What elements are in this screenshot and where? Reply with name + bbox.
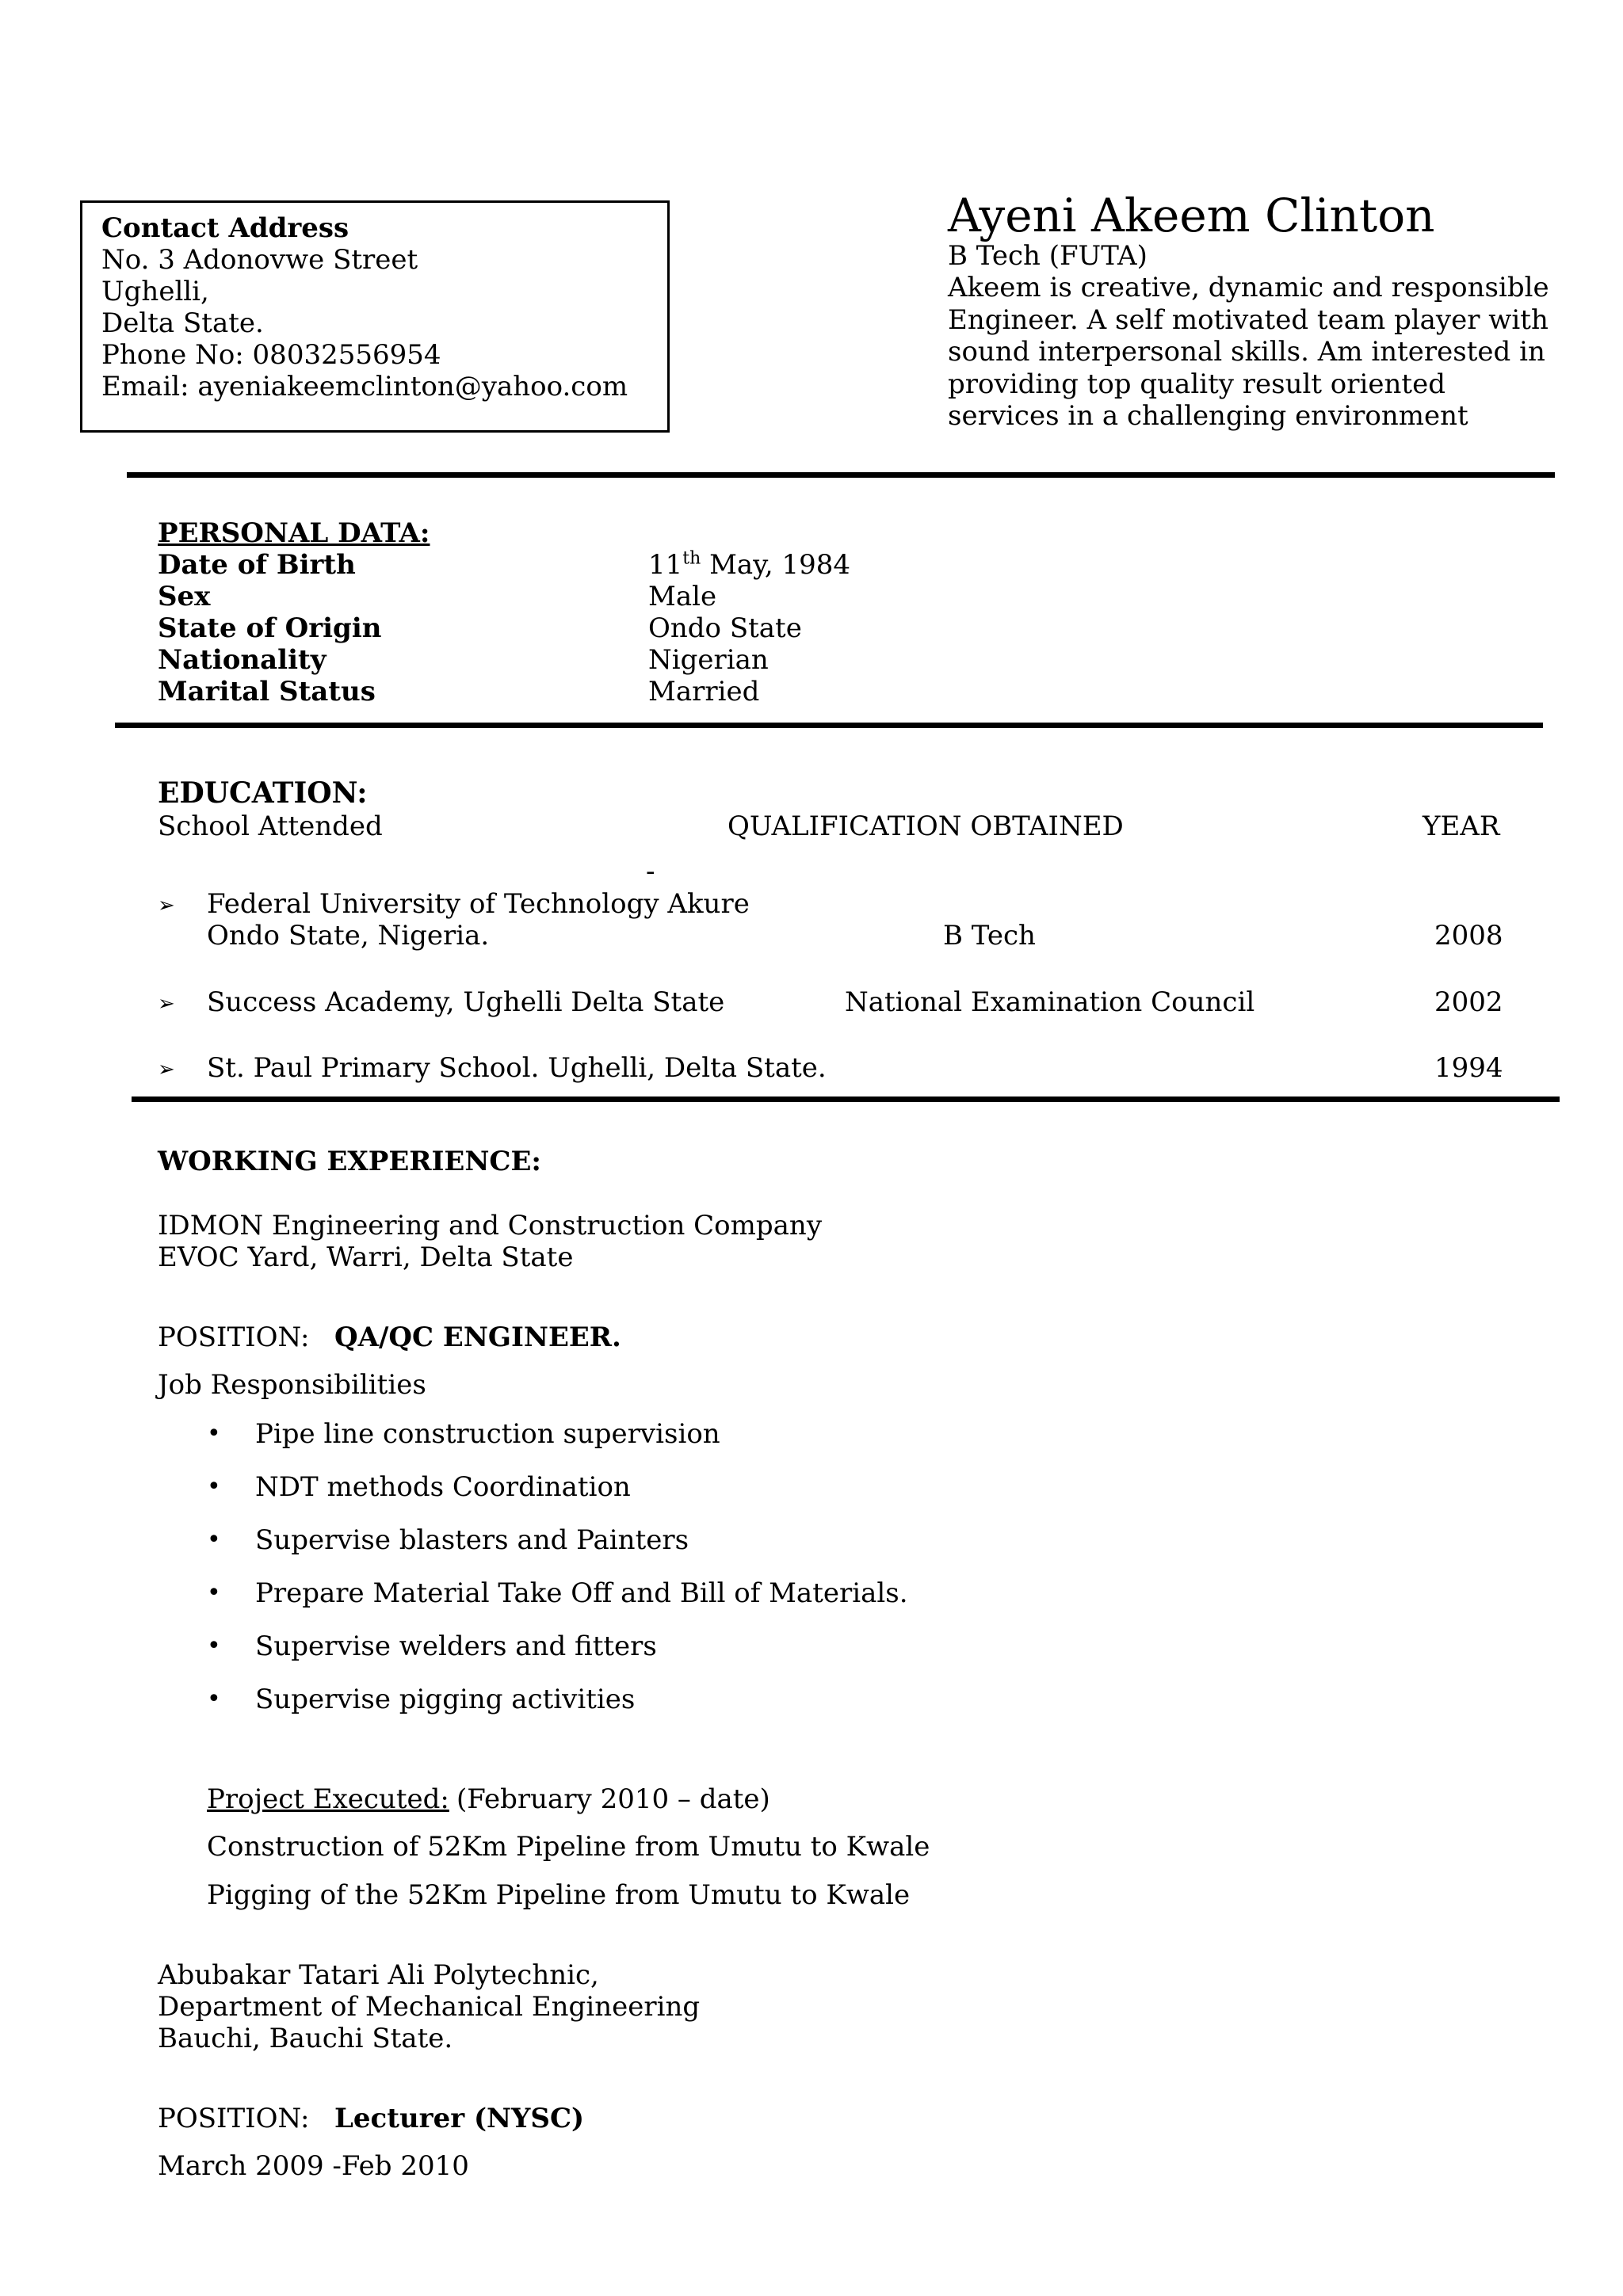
contact-email: Email: ayeniakeemclinton@yahoo.com — [101, 371, 628, 402]
responsibility-item: Supervise welders and fitters — [255, 1630, 657, 1662]
education-school-3: St. Paul Primary School. Ughelli, Delta State. — [207, 1052, 827, 1084]
project-period: (February 2010 – date) — [456, 1783, 770, 1815]
bullet-icon: • — [207, 1579, 221, 1607]
arrow-bullet-icon: ➢ — [158, 894, 175, 917]
education-school-1: Federal University of Technology Akure — [207, 888, 750, 920]
contact-town: Ughelli, — [101, 276, 209, 307]
personal-value-origin: Ondo State — [648, 612, 802, 644]
summary-line: sound interpersonal skills. Am interested in — [948, 336, 1545, 368]
education-school-1-location: Ondo State, Nigeria. — [207, 920, 490, 952]
education-stray-dash: - — [646, 856, 655, 887]
arrow-bullet-icon: ➢ — [158, 1058, 175, 1081]
responsibility-item: Supervise blasters and Painters — [255, 1524, 689, 1556]
contact-heading: Contact Address — [101, 212, 349, 244]
summary-line: Engineer. A self motivated team player with — [948, 303, 1549, 336]
responsibility-item: Prepare Material Take Off and Bill of Materials. — [255, 1577, 908, 1609]
bullet-icon: • — [207, 1473, 221, 1501]
job2-location: Bauchi, Bauchi State. — [158, 2023, 453, 2054]
education-year-2: 2002 — [1434, 986, 1503, 1018]
summary-line: services in a challenging environment — [948, 400, 1468, 433]
header-divider — [127, 472, 1555, 478]
education-qualification-2: National Examination Council — [845, 986, 1255, 1018]
contact-phone: Phone No: 08032556954 — [101, 339, 441, 371]
candidate-degree: B Tech (FUTA) — [948, 240, 1148, 272]
education-heading: EDUCATION: — [158, 776, 368, 810]
job2-position-label: POSITION: — [158, 2103, 310, 2134]
education-year-1: 2008 — [1434, 920, 1503, 952]
experience-heading: WORKING EXPERIENCE: — [158, 1146, 541, 1177]
contact-address-box — [80, 200, 670, 433]
personal-label-sex: Sex — [158, 581, 211, 612]
contact-street: No. 3 Adonovwe Street — [101, 244, 418, 276]
candidate-summary — [948, 240, 1549, 432]
personal-value-marital: Married — [648, 676, 760, 707]
education-school-2: Success Academy, Ughelli Delta State — [207, 986, 725, 1018]
education-col-school: School Attended — [158, 810, 383, 842]
job2-position-title: Lecturer (NYSC) — [334, 2103, 585, 2134]
education-qualification-1: B Tech — [943, 920, 1036, 952]
summary-line: providing top quality result oriented — [948, 368, 1445, 400]
project-item: Pigging of the 52Km Pipeline from Umutu to Kwale — [207, 1879, 911, 1911]
bullet-icon: • — [207, 1420, 221, 1447]
education-col-qualification: QUALIFICATION OBTAINED — [727, 810, 1124, 842]
job1-location: EVOC Yard, Warri, Delta State — [158, 1241, 574, 1273]
personal-value-dob: 11th May, 1984 — [648, 548, 851, 581]
job2-period: March 2009 -Feb 2010 — [158, 2150, 469, 2182]
arrow-bullet-icon: ➢ — [158, 992, 175, 1016]
project-label: Project Executed: — [207, 1783, 449, 1815]
contact-state: Delta State. — [101, 307, 264, 339]
personal-value-nationality: Nigerian — [648, 644, 769, 676]
job1-responsibilities-label: Job Responsibilities — [158, 1369, 426, 1401]
project-item: Construction of 52Km Pipeline from Umutu to Kwale — [207, 1831, 930, 1863]
summary-line: Akeem is creative, dynamic and responsible — [948, 272, 1549, 304]
education-year-3: 1994 — [1434, 1052, 1503, 1084]
bullet-icon: • — [207, 1685, 221, 1713]
responsibility-item: NDT methods Coordination — [255, 1471, 631, 1503]
bullet-icon: • — [207, 1632, 221, 1660]
personal-label-origin: State of Origin — [158, 612, 382, 644]
job1-position-label: POSITION: — [158, 1322, 310, 1353]
education-col-year: YEAR — [1423, 810, 1500, 842]
job2-department: Department of Mechanical Engineering — [158, 1991, 701, 2023]
personal-value-sex: Male — [648, 581, 717, 612]
personal-data-heading: PERSONAL DATA: — [158, 517, 430, 549]
job1-company: IDMON Engineering and Construction Company — [158, 1210, 823, 1241]
candidate-name: Ayeni Akeem Clinton — [948, 189, 1435, 242]
personal-divider — [115, 723, 1543, 728]
bullet-icon: • — [207, 1526, 221, 1554]
personal-label-dob: Date of Birth — [158, 549, 356, 581]
education-divider — [132, 1097, 1560, 1102]
personal-label-nationality: Nationality — [158, 644, 327, 676]
personal-label-marital: Marital Status — [158, 676, 376, 707]
job2-company: Abubakar Tatari Ali Polytechnic, — [158, 1959, 599, 1991]
responsibility-item: Supervise pigging activities — [255, 1684, 636, 1715]
job1-position-title: QA/QC ENGINEER. — [334, 1322, 621, 1353]
responsibility-item: Pipe line construction supervision — [255, 1418, 720, 1450]
